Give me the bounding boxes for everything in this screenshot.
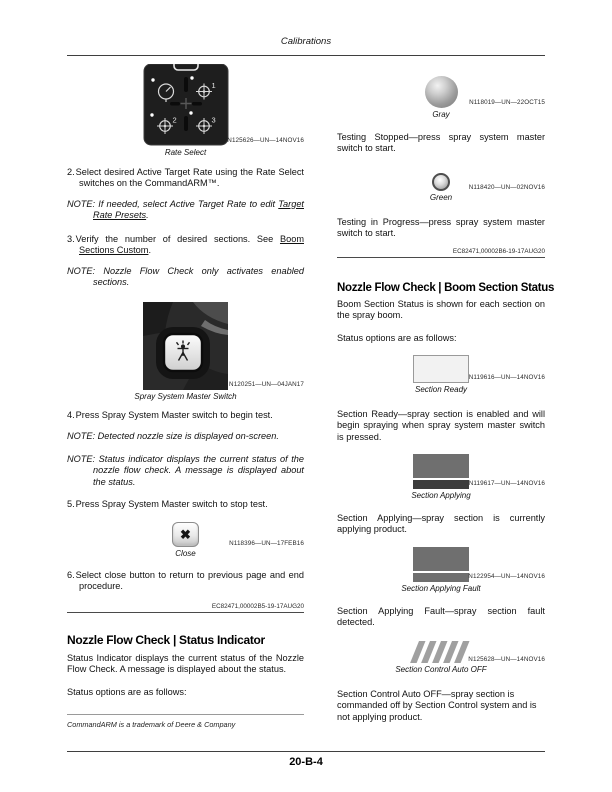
status-indicator-description: Status Indicator displays the current status of the Nozzle Flow Check. A message is displayed about the status. — [67, 652, 304, 675]
heading-boom-section-status: Nozzle Flow Check | Boom Section Status — [337, 282, 555, 295]
running-header: Calibrations — [280, 36, 332, 47]
step-text: Select desired Active Target Rate using the Rate Select switches on the CommandARM™. — [75, 167, 304, 189]
note-label: NOTE: — [67, 265, 96, 276]
figure-section-applying-fault — [337, 547, 545, 593]
figure-id-code: N118019—UN—22OCT15 — [469, 99, 545, 106]
figure-caption: Section Applying — [411, 490, 471, 500]
section-applying-fault-icon — [413, 547, 469, 582]
figure-id-code: N125626—UN—14NOV16 — [227, 137, 304, 144]
section-end — [337, 248, 545, 258]
trademark-footnote — [67, 714, 304, 729]
figure-caption: Gray — [432, 110, 450, 119]
rate-1-label: 1 — [211, 81, 216, 90]
footer-rule — [67, 751, 545, 752]
note-text-end: . — [146, 209, 149, 220]
note-text: Detected nozzle size is displayed on-screen. — [97, 430, 279, 441]
footnote-text: CommandARM is a trademark of Deere & Company — [67, 720, 236, 729]
close-icon: ✖ — [172, 522, 199, 547]
section-applying-icon — [413, 454, 469, 489]
figure-caption: Spray System Master Switch — [134, 392, 237, 402]
gray-status-icon — [425, 76, 458, 108]
figure-caption: Section Control Auto OFF — [395, 665, 487, 675]
figure-id-code: N118396—UN—17FEB16 — [229, 540, 304, 548]
section-ready-description: Section Ready—spray section is enabled and will begin spraying when spray system master switch is pressed. — [337, 409, 545, 442]
testing-stopped-description: Testing Stopped—press spray system master switch to start. — [337, 132, 545, 154]
figure-section-applying — [337, 454, 545, 500]
boom-section-status-description: Boom Section Status is shown for each section on the spray boom. — [337, 299, 545, 321]
figure-close — [67, 522, 304, 558]
rate-3-label: 3 — [211, 115, 216, 125]
note-status-indicator — [67, 454, 304, 488]
section-end-rule — [337, 257, 545, 258]
section-ready-icon — [413, 355, 469, 383]
note-label: NOTE: — [67, 198, 96, 209]
status-options-intro: Status options are as follows: — [337, 332, 457, 343]
header-rule — [67, 55, 545, 56]
figure-rate-select — [67, 64, 304, 157]
note-label: NOTE: — [67, 453, 96, 464]
section-applying-description: Section Applying—spray section is currently applying product. — [337, 512, 545, 535]
figure-caption: Section Ready — [414, 385, 468, 395]
step-text: Verify the number of desired sections. See — [75, 234, 280, 245]
heading-status-indicator: Nozzle Flow Check | Status Indicator — [67, 632, 265, 647]
section-end — [67, 603, 304, 613]
step-text: Press Spray System Master switch to stop test. — [75, 498, 268, 509]
section-end-code: EC82471,00002B5-19-17AUG20 — [211, 602, 304, 610]
note-text: Status indicator displays the current status of the nozzle flow check. A message is displayed about the status. — [93, 453, 304, 487]
step-5 — [67, 499, 304, 510]
figure-id-code: N119617—UN—14NOV16 — [468, 479, 545, 487]
note-nozzle-size — [67, 431, 304, 442]
step-number: 4. — [67, 410, 75, 421]
spray-master-switch-image — [143, 302, 228, 390]
step-text: Press Spray System Master switch to begin test. — [75, 410, 273, 421]
note-enabled-sections — [67, 266, 304, 289]
footnote-rule — [67, 714, 304, 715]
step-number: 2. — [67, 167, 75, 177]
page-number: 20-B-4 — [289, 756, 323, 768]
note-text: If needed, select Active Target Rate to edit — [98, 198, 279, 209]
section-end-code: EC82471,00002B6-19-17AUG20 — [452, 248, 545, 256]
figure-section-ready — [337, 355, 545, 394]
green-status-icon — [432, 173, 450, 191]
note-text: Nozzle Flow Check only activates enabled sections. — [93, 265, 304, 288]
note-target-rate-presets — [67, 199, 304, 222]
step-6 — [67, 570, 304, 593]
figure-id-code: N125628—UN—14NOV16 — [468, 656, 545, 664]
step-number: 5. — [67, 498, 75, 509]
figure-id-code: N120251—UN—04JAN17 — [229, 381, 304, 389]
step-4 — [67, 410, 304, 421]
section-control-auto-off-description: Section Control Auto OFF—spray section is commanded off by Section Control system and is not applying product. — [337, 689, 537, 722]
step-text-end: . — [148, 245, 152, 256]
figure-caption: Section Applying Fault — [401, 583, 481, 593]
figure-section-control-auto-off — [337, 641, 545, 674]
step-text: Select close button to return to previous page and end procedure. — [75, 570, 304, 592]
xref-target-rate-presets[interactable]: Target Rate Presets — [93, 198, 304, 220]
figure-caption: Close — [175, 549, 196, 559]
step-number: 3. — [67, 234, 75, 245]
status-options-intro: Status options are as follows: — [67, 687, 187, 698]
note-label: NOTE: — [67, 430, 96, 441]
figure-id-code: N118420—UN—02NOV16 — [468, 183, 545, 191]
figure-green-indicator — [337, 173, 545, 202]
figure-gray-indicator — [337, 76, 545, 119]
figure-id-code: N122954—UN—14NOV16 — [468, 572, 545, 580]
figure-id-code: N119616—UN—14NOV16 — [468, 374, 545, 382]
right-column — [337, 64, 555, 723]
step-3 — [67, 234, 304, 257]
rate-2-label: 2 — [172, 115, 177, 125]
section-applying-fault-description: Section Applying Fault—spray section fault detected. — [337, 605, 545, 627]
rate-select-keypad-image — [143, 64, 229, 146]
figure-caption: Rate Select — [164, 148, 207, 157]
figure-master-switch — [67, 302, 304, 401]
testing-in-progress-description: Testing in Progress—press spray system master switch to start. — [337, 216, 545, 238]
figure-caption: Green — [429, 192, 453, 202]
left-column — [67, 64, 304, 699]
step-2 — [67, 167, 304, 190]
step-number: 6. — [67, 570, 75, 581]
xref-boom-sections-custom[interactable]: Boom Sections Custom — [79, 234, 304, 256]
section-end-rule — [67, 612, 304, 613]
section-control-auto-off-icon — [410, 641, 472, 663]
